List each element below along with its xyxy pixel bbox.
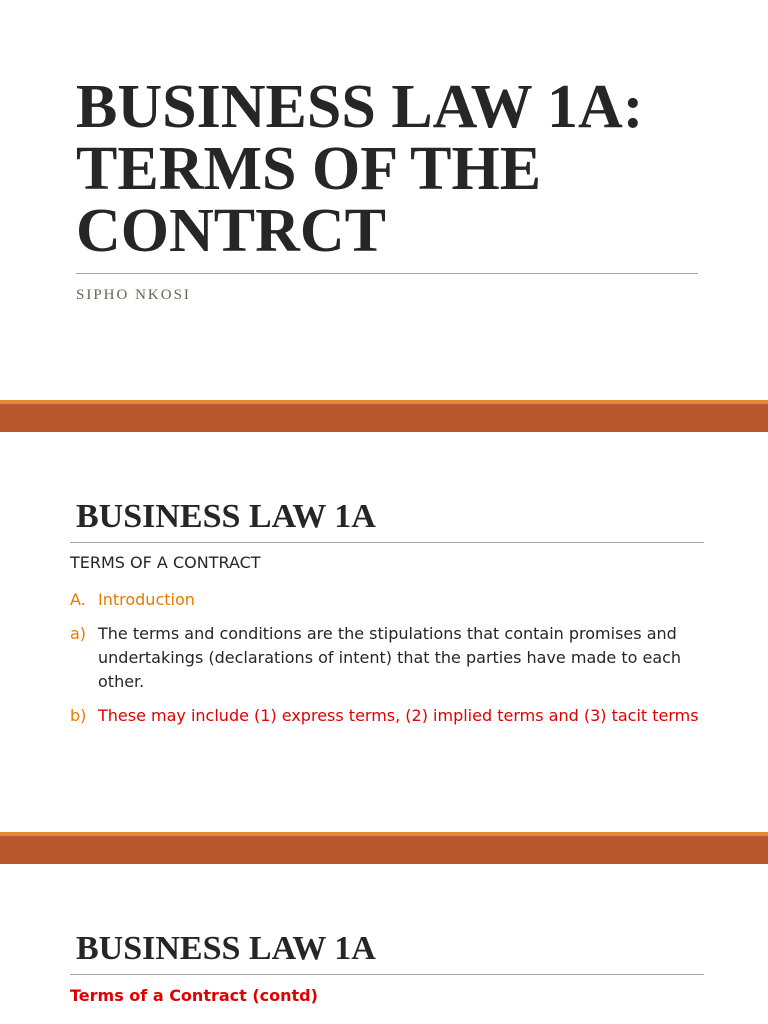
presenter-name: SIPHO NKOSI bbox=[76, 287, 191, 303]
list-marker: a) bbox=[70, 624, 87, 643]
bullet-list bbox=[70, 588, 710, 738]
list-marker: A. bbox=[70, 590, 86, 609]
section-heading: TERMS OF A CONTRACT bbox=[70, 553, 261, 572]
content-slide-1 bbox=[0, 432, 768, 832]
title-line-2: TERMS OF THE bbox=[76, 135, 542, 203]
title-divider bbox=[76, 273, 698, 274]
title-line-1: BUSINESS LAW 1A: bbox=[76, 73, 644, 141]
list-item-text: These may include (1) express terms, (2) implied terms and (3) tacit terms bbox=[98, 706, 699, 725]
slide-title: BUSINESS LAW 1A bbox=[76, 498, 376, 535]
list-item-types bbox=[70, 704, 710, 728]
list-item-text: Introduction bbox=[98, 590, 195, 609]
title-line-3: CONTRCT bbox=[76, 197, 387, 265]
presentation-title bbox=[76, 73, 716, 265]
slide-title-divider bbox=[70, 974, 704, 975]
slide-separator bbox=[0, 832, 768, 864]
separator-band bbox=[0, 404, 768, 432]
section-heading: Terms of a Contract (contd) bbox=[70, 986, 318, 1005]
slide-separator bbox=[0, 400, 768, 432]
list-item-text: The terms and conditions are the stipulations that contain promises and undertakings (declarations of intent) that the parties have made to each other. bbox=[98, 624, 682, 691]
list-item-introduction bbox=[70, 588, 710, 612]
title-slide bbox=[0, 0, 768, 400]
content-slide-2 bbox=[0, 864, 768, 1024]
list-item-definition bbox=[70, 622, 710, 694]
separator-band bbox=[0, 836, 768, 864]
slide-title-divider bbox=[70, 542, 704, 543]
list-marker: b) bbox=[70, 706, 87, 725]
slide-title: BUSINESS LAW 1A bbox=[76, 930, 376, 967]
